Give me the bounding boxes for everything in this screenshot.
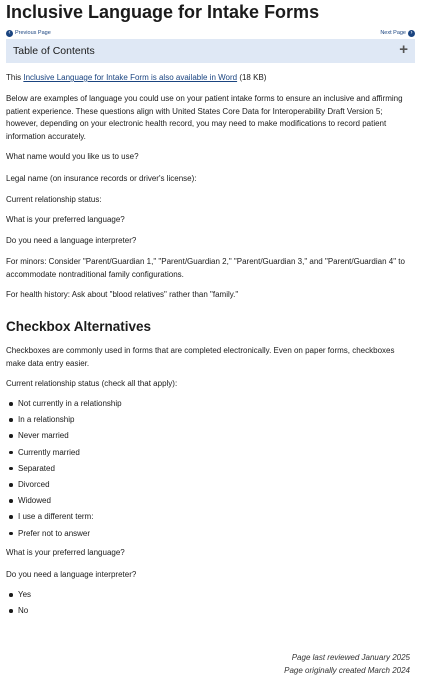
relationship-options-list xyxy=(6,396,406,542)
list-item: Never married xyxy=(6,428,406,444)
page-pager xyxy=(6,29,415,39)
availability-prefix: This xyxy=(6,73,24,82)
list-item: Prefer not to answer xyxy=(6,526,406,542)
note-minors: For minors: Consider "Parent/Guardian 1," "Parent/Guardian 2," "Parent/Guardian 3," and "Parent/Guardian 4" to accommodate nontraditional family configurations. xyxy=(6,257,405,279)
relationship-prompt: Current relationship status (check all that apply): xyxy=(6,379,178,388)
list-item: Divorced xyxy=(6,477,406,493)
list-item: Currently married xyxy=(6,445,406,461)
last-reviewed-note: Page last reviewed January 2025 xyxy=(291,653,410,662)
previous-page-link[interactable] xyxy=(6,29,51,38)
question-legal-name: Legal name (on insurance records or driver's license): xyxy=(6,174,197,183)
interpreter-prompt: Do you need a language interpreter? xyxy=(6,570,137,579)
list-item: I use a different term: xyxy=(6,509,406,525)
list-item: In a relationship xyxy=(6,412,406,428)
language-prompt: What is your preferred language? xyxy=(6,548,125,557)
next-page-link[interactable] xyxy=(380,29,415,38)
list-item: Widowed xyxy=(6,493,406,509)
chevron-left-icon: ‹ xyxy=(6,30,13,37)
word-download-link[interactable]: Inclusive Language for Intake Form is also available in Word xyxy=(23,73,238,82)
list-item: Separated xyxy=(6,461,406,477)
availability-note xyxy=(6,72,411,85)
plus-icon: + xyxy=(399,41,408,58)
question-preferred-name: What name would you like us to use? xyxy=(6,152,139,161)
chevron-right-icon: › xyxy=(408,30,415,37)
question-relationship-status: Current relationship status: xyxy=(6,195,102,204)
previous-page-label: Previous Page xyxy=(15,30,51,36)
page-title: Inclusive Language for Intake Forms xyxy=(6,2,320,22)
list-item: Yes xyxy=(6,587,406,603)
table-of-contents-toggle[interactable] xyxy=(6,39,415,63)
intro-paragraph: Below are examples of language you could use on your patient intake forms to ensure an inclusive and affirming patient experience. These questions align with United States Core Data for Interoperability Draft Version 5; however, depending on your electronic health record, you may need to make modifications to record patient information accurately. xyxy=(6,94,403,141)
checkbox-alternatives-heading: Checkbox Alternatives xyxy=(6,319,152,334)
question-interpreter: Do you need a language interpreter? xyxy=(6,236,137,245)
checkbox-intro: Checkboxes are commonly used in forms that are completed electronically. Even on paper forms, checkboxes make data entry easier. xyxy=(6,346,395,368)
toc-label: Table of Contents xyxy=(13,45,95,57)
next-page-label: Next Page xyxy=(380,30,406,36)
note-health-history: For health history: Ask about "blood relatives" rather than "family." xyxy=(6,290,239,299)
list-item: Not currently in a relationship xyxy=(6,396,406,412)
availability-suffix: (18 KB) xyxy=(237,73,267,82)
interpreter-options-list xyxy=(6,587,406,619)
question-preferred-language: What is your preferred language? xyxy=(6,215,125,224)
list-item: No xyxy=(6,603,406,619)
created-note: Page originally created March 2024 xyxy=(284,666,410,675)
